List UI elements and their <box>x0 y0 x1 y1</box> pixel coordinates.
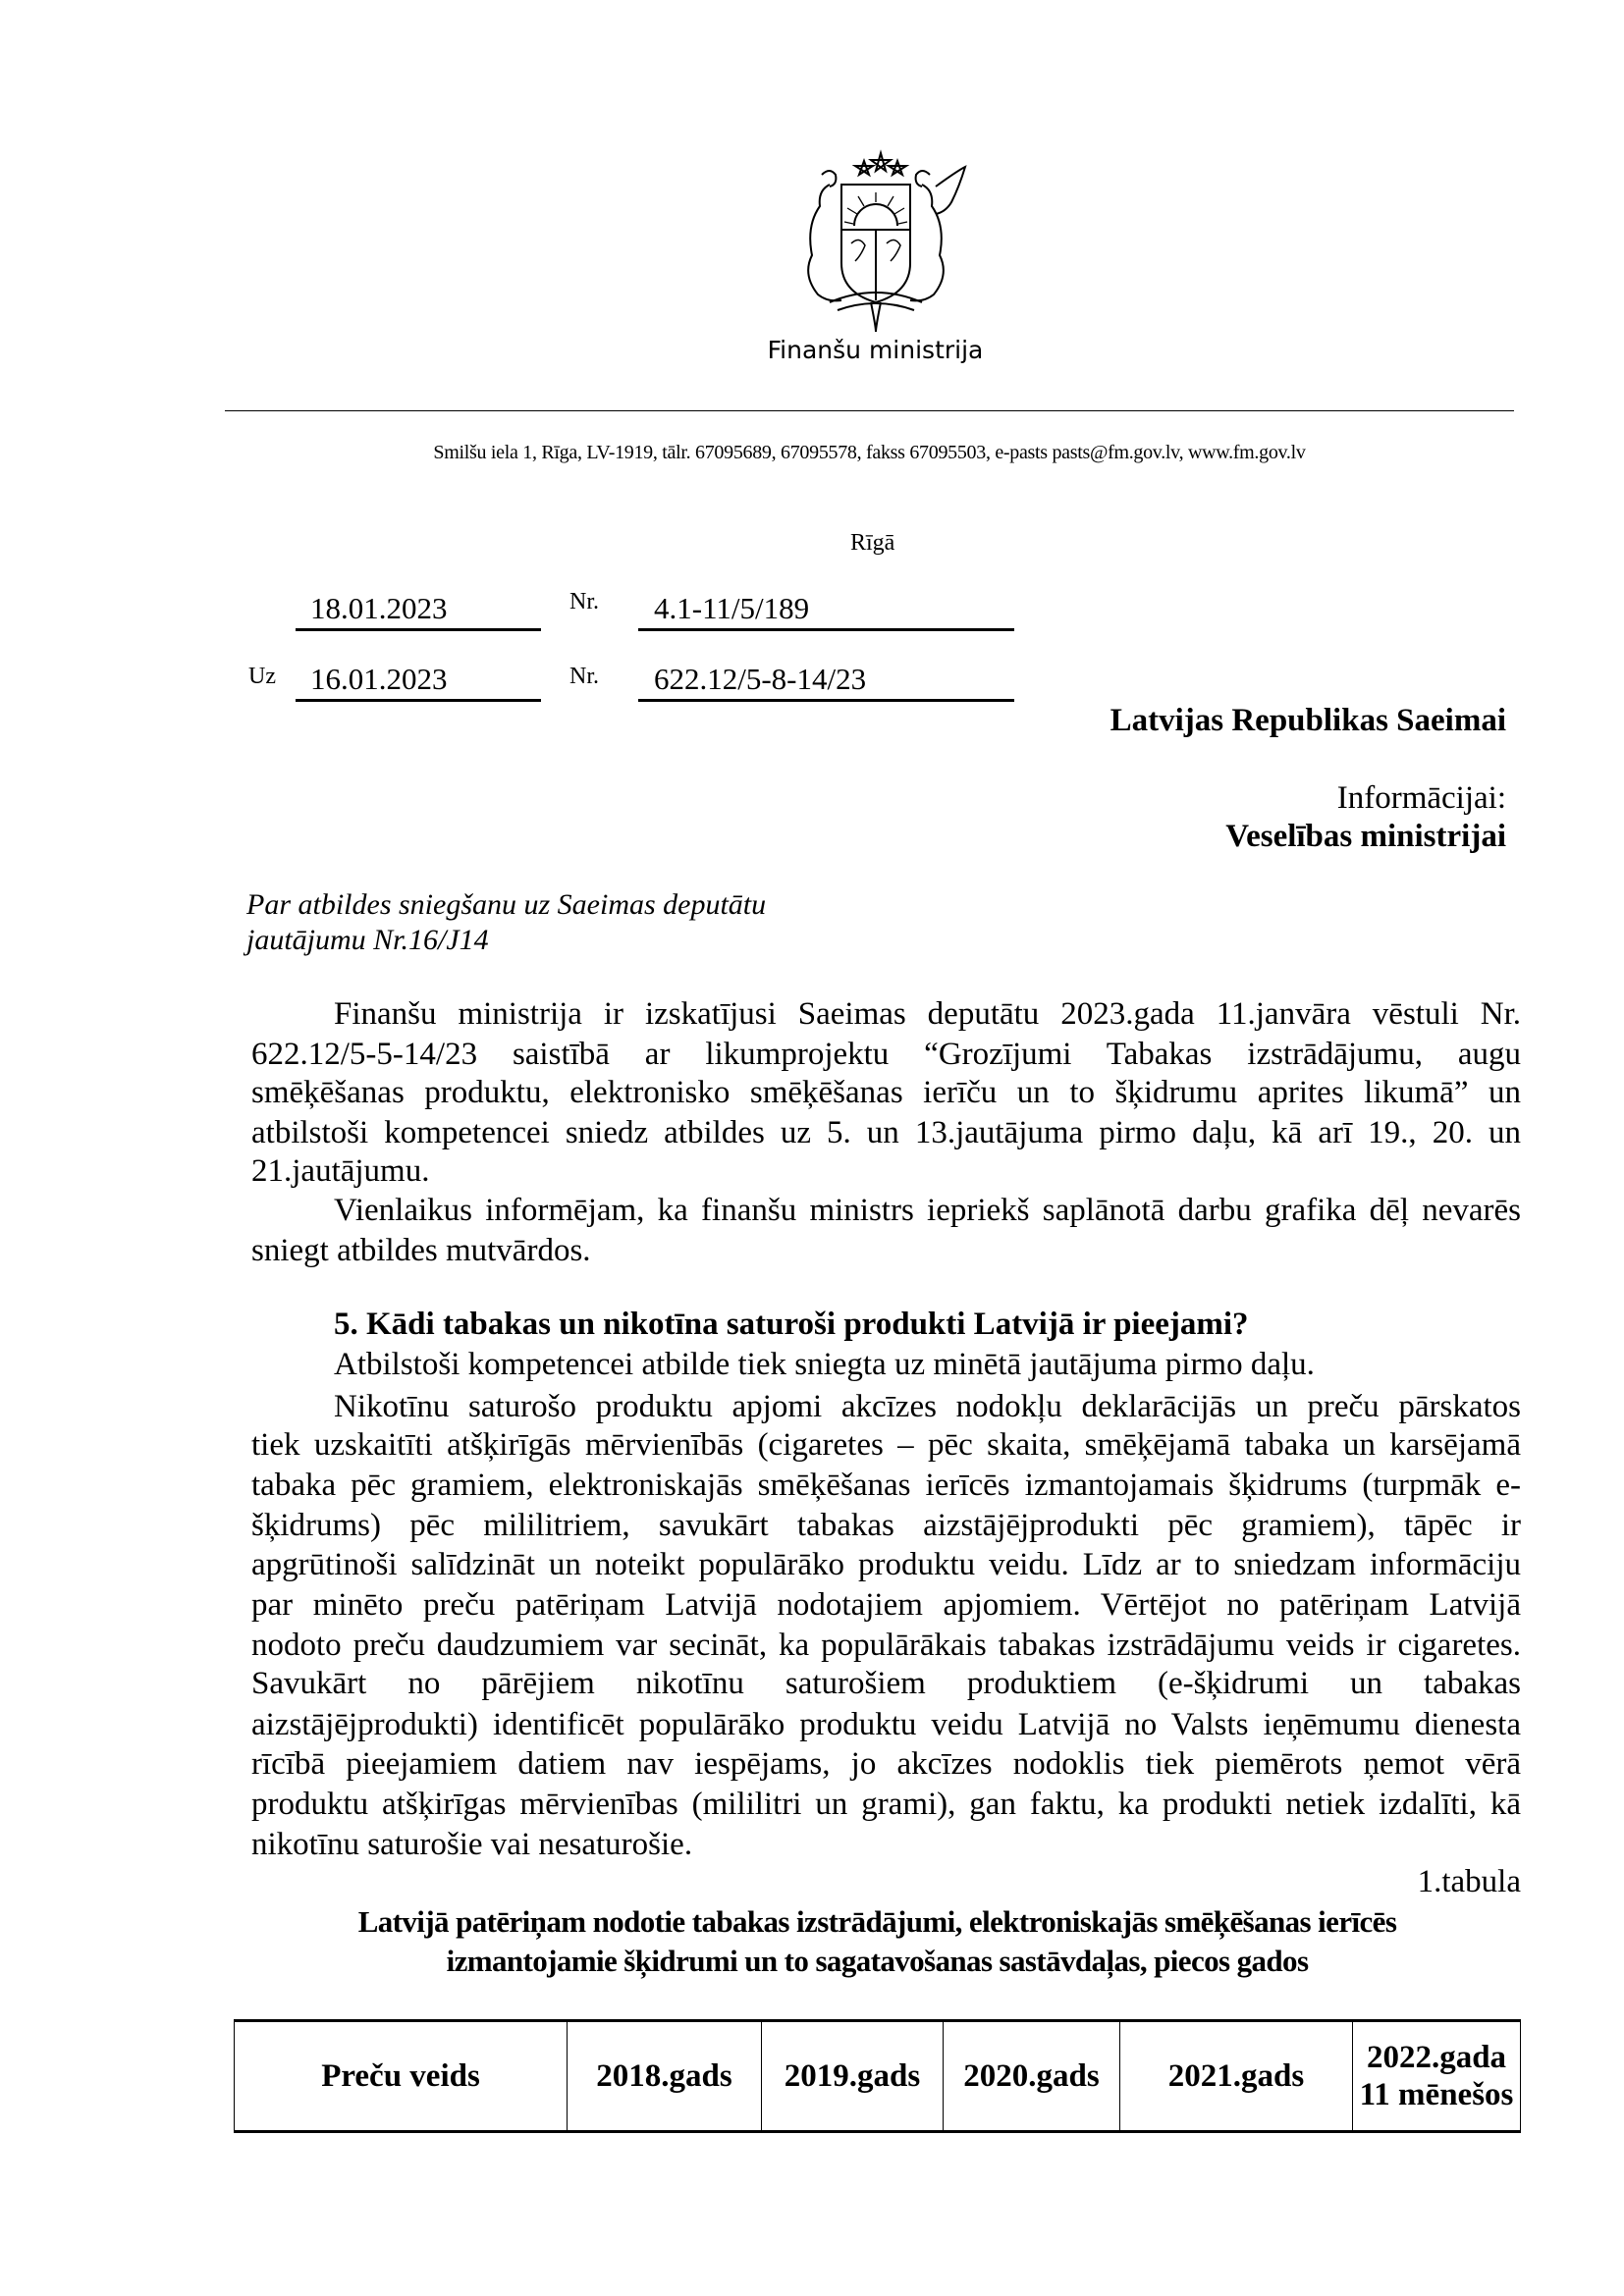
body-line: nikotīnu saturošie vai nesaturošie. <box>251 1827 693 1862</box>
document-number: 4.1-11/5/189 <box>654 591 810 625</box>
body-line: tabaka pēc gramiem, elektroniskajās smēķēšanas ierīcēs izmantojamais šķidrums (turpmāk e- <box>251 1468 1521 1503</box>
body-line: 21.jautājumu. <box>251 1153 430 1189</box>
table-label: 1.tabula <box>1417 1864 1521 1899</box>
body-line: apgrūtinoši salīdzināt un noteikt populārāko produktu veidu. Līdz ar to sniedzam informāciju <box>251 1547 1521 1582</box>
body-line: Atbilstoši kompetencei atbilde tiek sniegta uz minētā jautājuma pirmo daļu. <box>334 1347 1315 1382</box>
body-line: aizstājējprodukti) identificēt populārāko produktu veidu Latvijā no Valsts ieņēmumu dienesta <box>251 1707 1521 1742</box>
body-line: sniegt atbildes mutvārdos. <box>251 1233 591 1268</box>
body-line: Nikotīnu saturošo produktu apjomi akcīzes nodokļu deklarācijās un preču pārskatos <box>334 1389 1521 1424</box>
reply-number-underline <box>638 699 1014 702</box>
consumption-table <box>234 2019 1521 2133</box>
body-line: rīcībā pieejamiem datiem nav iespējams, jo akcīzes nodoklis tiek piemērots ņemot vērā <box>251 1746 1521 1782</box>
table-header-row <box>235 2021 1521 2132</box>
body-line: atbilstoši kompetencei sniedz atbildes uz 5. un 13.jautājuma pirmo daļu, kā arī 19., 20. un <box>251 1115 1521 1150</box>
body-line: tiek uzskaitīti atšķirīgās mērvienībās (cigaretes – pēc skaita, smēķējamā tabaka un karsējamā <box>251 1427 1521 1463</box>
question-heading: 5. Kādi tabakas un nikotīna saturoši produkti Latvijā ir pieejami? <box>334 1307 1249 1342</box>
document-date: 18.01.2023 <box>310 591 448 625</box>
header-2022-11-months: 2022.gada 11 mēnešos <box>1353 2021 1521 2132</box>
recipient-main: Latvijas Republikas Saeimai <box>1110 703 1506 738</box>
address-line: Smilšu iela 1, Rīga, LV-1919, tālr. 67095689, 67095578, fakss 67095503, e-pasts pasts@fm.gov.lv, www.fm.gov.lv <box>433 442 1306 463</box>
body-line: 622.12/5-5-14/23 saistībā ar likumprojektu “Grozījumi Tabakas izstrādājumu, augu <box>251 1037 1521 1072</box>
body-line: nodoto preču daudzumiem var secināt, ka populārākais tabakas izstrādājumu veids ir cigaretes. <box>251 1628 1521 1663</box>
ministry-name: Finanšu ministrija <box>767 336 984 364</box>
nr-label: Nr. <box>569 589 599 614</box>
body-line: Finanšu ministrija ir izskatījusi Saeimas deputātu 2023.gada 11.janvāra vēstuli Nr. <box>334 996 1521 1032</box>
body-line: par minēto preču patēriņam Latvijā nodotajiem apjomiem. Vērtējot no patēriņam Latvijā <box>251 1587 1521 1623</box>
body-line: produktu atšķirīgas mērvienības (mililitri un grami), gan faktu, ka produkti netiek izdalīti, kā <box>251 1787 1521 1822</box>
header-2020: 2020.gads <box>944 2021 1120 2132</box>
coat-of-arms-logo <box>761 145 992 334</box>
body-line: smēķēšanas produktu, elektronisko smēķēšanas ierīču un to šķidrumu aprites likumā” un <box>251 1075 1521 1110</box>
reply-date-underline <box>296 699 541 702</box>
body-line: šķidrums) pēc mililitriem, savukārt tabakas aizstājējprodukti pēc gramiem), tāpēc ir <box>251 1508 1521 1543</box>
header-product-type: Preču veids <box>235 2021 568 2132</box>
info-label: Informācijai: <box>1336 780 1506 816</box>
number-underline <box>638 628 1014 631</box>
header-2018: 2018.gads <box>568 2021 762 2132</box>
table-title-line-1: Latvijā patēriņam nodotie tabakas izstrādājumi, elektroniskajās smēķēšanas ierīcēs <box>357 1904 1397 1939</box>
reply-nr-label: Nr. <box>569 664 599 689</box>
info-recipient: Veselības ministrijai <box>1225 819 1506 854</box>
body-line: Vienlaikus informējam, ka finanšu ministrs iepriekš saplānotā darbu grafika dēļ nevarēs <box>334 1193 1521 1228</box>
date-underline <box>296 628 541 631</box>
reply-number: 622.12/5-8-14/23 <box>654 662 867 696</box>
header-2021: 2021.gads <box>1120 2021 1353 2132</box>
reply-date: 16.01.2023 <box>310 662 448 696</box>
body-line: Savukārt no pārējiem nikotīnu saturošiem produktiem (e-šķidrumi un tabakas <box>251 1666 1521 1701</box>
subject-line-1: Par atbildes sniegšanu uz Saeimas deputātu <box>246 888 767 921</box>
subject-line-2: jautājumu Nr.16/J14 <box>246 924 489 956</box>
header-2019: 2019.gads <box>762 2021 944 2132</box>
letterhead-divider <box>225 410 1514 411</box>
table-title-line-2: izmantojamie šķidrumi un to sagatavošanas sastāvdaļas, piecos gados <box>446 1944 1309 1978</box>
place: Rīgā <box>850 530 895 556</box>
reply-label: Uz <box>248 664 276 689</box>
